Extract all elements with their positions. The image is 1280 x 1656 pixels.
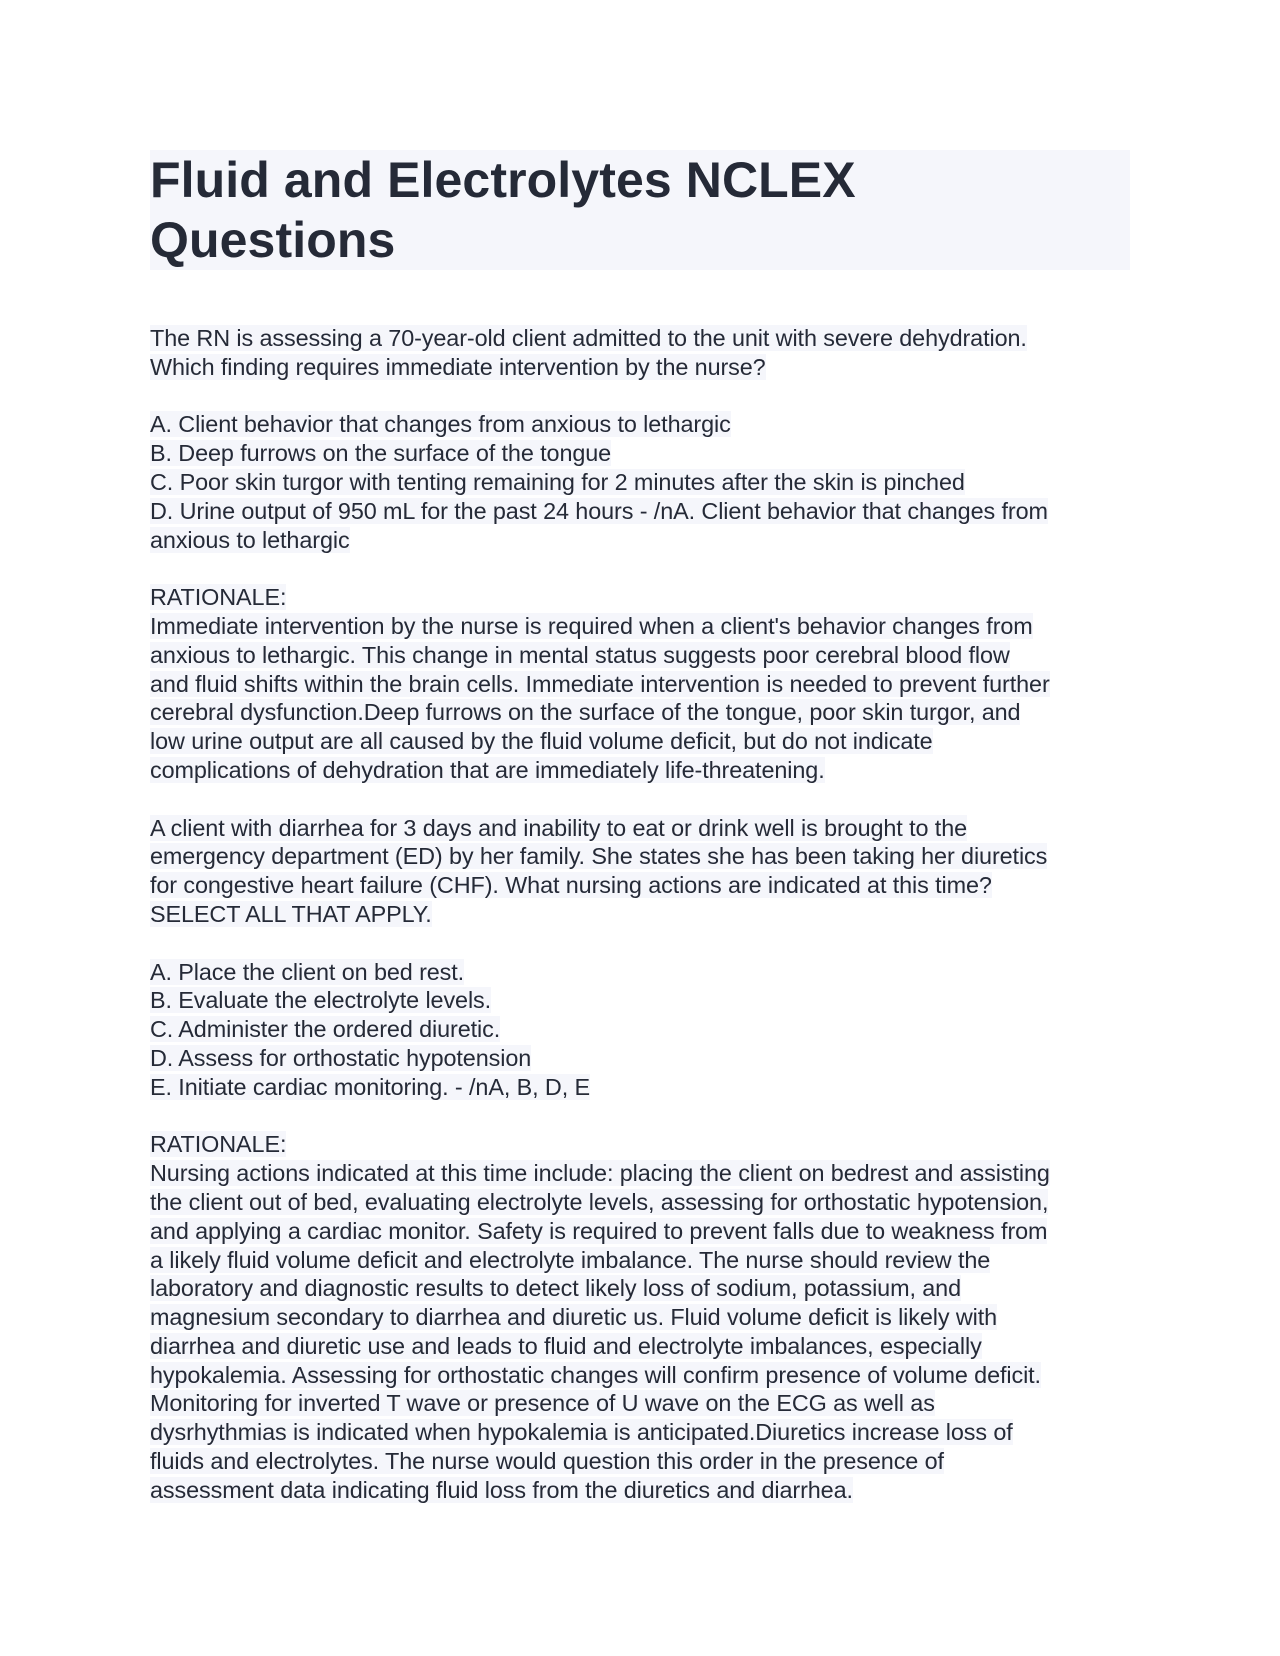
text-line: A client with diarrhea for 3 days and inability to eat or drink well is brought to the <box>150 814 968 841</box>
text-line: Which finding requires immediate intervention by the nurse? <box>150 353 766 380</box>
text-line: dysrhythmias is indicated when hypokalemia is anticipated.Diuretics increase loss of <box>150 1419 1013 1446</box>
rationale-heading: RATIONALE: <box>150 584 287 611</box>
question-2-stem <box>150 814 1130 929</box>
option-line: C. Poor skin turgor with tenting remaining for 2 minutes after the skin is pinched <box>150 468 965 495</box>
text-line: Monitoring for inverted T wave or presence of U wave on the ECG as well as <box>150 1390 935 1417</box>
text-line: diarrhea and diuretic use and leads to fluid and electrolyte imbalances, especially <box>150 1332 982 1359</box>
option-line: A. Client behavior that changes from anxious to lethargic <box>150 411 731 438</box>
spacer <box>150 270 1130 324</box>
text-line: low urine output are all caused by the fluid volume deficit, but do not indicate <box>150 728 933 755</box>
document-page <box>150 150 1130 1505</box>
option-line: A. Place the client on bed rest. <box>150 958 465 985</box>
option-line: B. Evaluate the electrolyte levels. <box>150 987 492 1014</box>
page-title: Fluid and Electrolytes NCLEX Questions <box>150 150 1130 270</box>
text-line: anxious to lethargic. This change in mental status suggests poor cerebral blood flow <box>150 641 1010 668</box>
text-line: the client out of bed, evaluating electrolyte levels, assessing for orthostatic hypotension, <box>150 1188 1049 1215</box>
text-line: and fluid shifts within the brain cells. Immediate intervention is needed to prevent further <box>150 670 1050 697</box>
text-line: emergency department (ED) by her family. She states she has been taking her diuretics <box>150 843 1048 870</box>
question-1-options <box>150 410 1130 554</box>
question-2-rationale <box>150 1130 1130 1504</box>
text-line: The RN is assessing a 70-year-old client admitted to the unit with severe dehydration. <box>150 325 1027 351</box>
text-line: for congestive heart failure (CHF). What nursing actions are indicated at this time? <box>150 872 992 899</box>
text-line: complications of dehydration that are immediately life-threatening. <box>150 756 825 783</box>
question-1-rationale <box>150 583 1130 785</box>
option-line: C. Administer the ordered diuretic. <box>150 1016 501 1043</box>
rationale-heading: RATIONALE: <box>150 1131 287 1158</box>
text-line: Immediate intervention by the nurse is required when a client's behavior changes from <box>150 612 1033 639</box>
option-line: E. Initiate cardiac monitoring. - /nA, B, D, E <box>150 1073 591 1100</box>
text-line: magnesium secondary to diarrhea and diuretic us. Fluid volume deficit is likely with <box>150 1304 998 1331</box>
option-line: B. Deep furrows on the surface of the tongue <box>150 440 612 467</box>
text-line: and applying a cardiac monitor. Safety is required to prevent falls due to weakness from <box>150 1217 1048 1244</box>
text-line: laboratory and diagnostic results to detect likely loss of sodium, potassium, and <box>150 1275 961 1302</box>
text-line: hypokalemia. Assessing for orthostatic changes will confirm presence of volume deficit. <box>150 1361 1041 1388</box>
text-line: SELECT ALL THAT APPLY. <box>150 900 432 927</box>
option-line: D. Urine output of 950 mL for the past 24 hours - /nA. Client behavior that changes from <box>150 497 1048 524</box>
text-line: Nursing actions indicated at this time include: placing the client on bedrest and assisting <box>150 1160 1050 1187</box>
text-line: assessment data indicating fluid loss from the diuretics and diarrhea. <box>150 1476 853 1503</box>
text-line: fluids and electrolytes. The nurse would question this order in the presence of <box>150 1448 944 1475</box>
text-line: a likely fluid volume deficit and electrolyte imbalance. The nurse should review the <box>150 1246 991 1273</box>
option-line: anxious to lethargic <box>150 526 350 553</box>
question-2-options <box>150 958 1130 1102</box>
question-1-stem <box>150 324 1130 382</box>
text-line: cerebral dysfunction.Deep furrows on the surface of the tongue, poor skin turgor, and <box>150 699 1021 726</box>
option-line: D. Assess for orthostatic hypotension <box>150 1044 532 1071</box>
